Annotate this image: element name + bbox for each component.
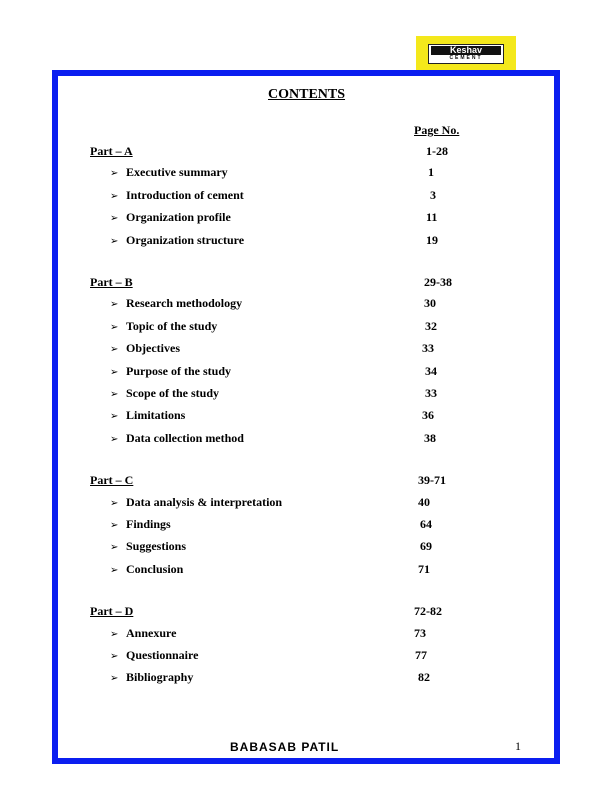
toc-item-page: 36 <box>422 408 434 422</box>
arrow-bullet-icon: ➢ <box>110 168 119 179</box>
toc-item-title: Introduction of cement <box>126 188 244 202</box>
toc-item <box>110 431 244 446</box>
arrow-bullet-icon: ➢ <box>110 411 119 422</box>
toc-item <box>110 210 231 225</box>
toc-item <box>110 517 171 532</box>
page-number-heading: Page No. <box>414 123 460 137</box>
toc-item-title: Bibliography <box>126 670 194 684</box>
part-b-pages: 29-38 <box>424 275 452 289</box>
part-d-pages: 72-82 <box>414 604 442 618</box>
page-title: CONTENTS <box>268 87 346 102</box>
toc-item <box>110 626 176 641</box>
arrow-bullet-icon: ➢ <box>110 322 119 333</box>
toc-item-page: 1 <box>428 165 434 179</box>
part-a-label: Part – A <box>90 144 133 158</box>
toc-item-title: Organization structure <box>126 233 245 247</box>
toc-item-page: 82 <box>418 670 430 684</box>
toc-item <box>110 364 231 379</box>
toc-item-title: Limitations <box>126 408 186 422</box>
toc-item <box>110 319 217 334</box>
arrow-bullet-icon: ➢ <box>110 498 119 509</box>
toc-item <box>110 562 183 577</box>
toc-item-title: Data collection method <box>126 431 244 445</box>
toc-item <box>110 408 185 423</box>
part-d-label: Part – D <box>90 604 134 618</box>
toc-item-title: Research methodology <box>126 296 243 310</box>
toc-item-page: 34 <box>425 364 437 378</box>
arrow-bullet-icon: ➢ <box>110 651 119 662</box>
logo-box <box>428 44 504 64</box>
arrow-bullet-icon: ➢ <box>110 191 119 202</box>
toc-item-page: 3 <box>430 188 436 202</box>
part-b-label: Part – B <box>90 275 133 289</box>
arrow-bullet-icon: ➢ <box>110 542 119 553</box>
company-logo <box>416 36 516 72</box>
toc-item <box>110 495 282 510</box>
toc-item-title: Annexure <box>126 626 177 640</box>
toc-item-page: 32 <box>425 319 437 333</box>
toc-item-page: 19 <box>426 233 438 247</box>
toc-item-title: Scope of the study <box>126 386 220 400</box>
toc-item-title: Topic of the study <box>126 319 218 333</box>
toc-item-page: 69 <box>420 539 432 553</box>
part-c-pages: 39-71 <box>418 473 446 487</box>
toc-item-page: 33 <box>425 386 437 400</box>
toc-item-title: Questionnaire <box>126 648 199 662</box>
arrow-bullet-icon: ➢ <box>110 389 119 400</box>
arrow-bullet-icon: ➢ <box>110 629 119 640</box>
toc-item-title: Purpose of the study <box>126 364 232 378</box>
toc-item-title: Findings <box>126 517 171 531</box>
toc-item-title: Conclusion <box>126 562 184 576</box>
toc-item-page: 11 <box>426 210 438 224</box>
toc-item-page: 30 <box>424 296 436 310</box>
toc-item <box>110 539 186 554</box>
arrow-bullet-icon: ➢ <box>110 565 119 576</box>
arrow-bullet-icon: ➢ <box>110 367 119 378</box>
toc-item-page: 64 <box>420 517 432 531</box>
toc-item <box>110 233 244 248</box>
toc-item-title: Data analysis & interpretation <box>126 495 283 509</box>
arrow-bullet-icon: ➢ <box>110 236 119 247</box>
toc-item-title: Suggestions <box>126 539 187 553</box>
part-a-pages: 1-28 <box>426 144 448 158</box>
toc-item <box>110 670 193 685</box>
arrow-bullet-icon: ➢ <box>110 299 119 310</box>
toc-item-page: 77 <box>415 648 427 662</box>
toc-item-title: Objectives <box>126 341 180 355</box>
toc-item <box>110 648 198 663</box>
toc-item-page: 33 <box>422 341 434 355</box>
footer-author: BABASAB PATIL <box>230 740 340 754</box>
toc-item <box>110 165 228 180</box>
toc-item <box>110 386 219 401</box>
arrow-bullet-icon: ➢ <box>110 213 119 224</box>
arrow-bullet-icon: ➢ <box>110 520 119 531</box>
toc-item <box>110 296 242 311</box>
toc-item-page: 71 <box>418 562 430 576</box>
toc-item-page: 40 <box>418 495 430 509</box>
toc-item-title: Executive summary <box>126 165 228 179</box>
page-number: 1 <box>515 739 521 753</box>
toc-item-page: 38 <box>424 431 436 445</box>
toc-item <box>110 188 244 203</box>
arrow-bullet-icon: ➢ <box>110 344 119 355</box>
arrow-bullet-icon: ➢ <box>110 673 119 684</box>
logo-sub: CEMENT <box>449 55 483 61</box>
toc-item-title: Organization profile <box>126 210 231 224</box>
part-c-label: Part – C <box>90 473 134 487</box>
toc-item-page: 73 <box>414 626 426 640</box>
arrow-bullet-icon: ➢ <box>110 434 119 445</box>
logo-brand: Keshav <box>431 46 501 55</box>
toc-item <box>110 341 180 356</box>
